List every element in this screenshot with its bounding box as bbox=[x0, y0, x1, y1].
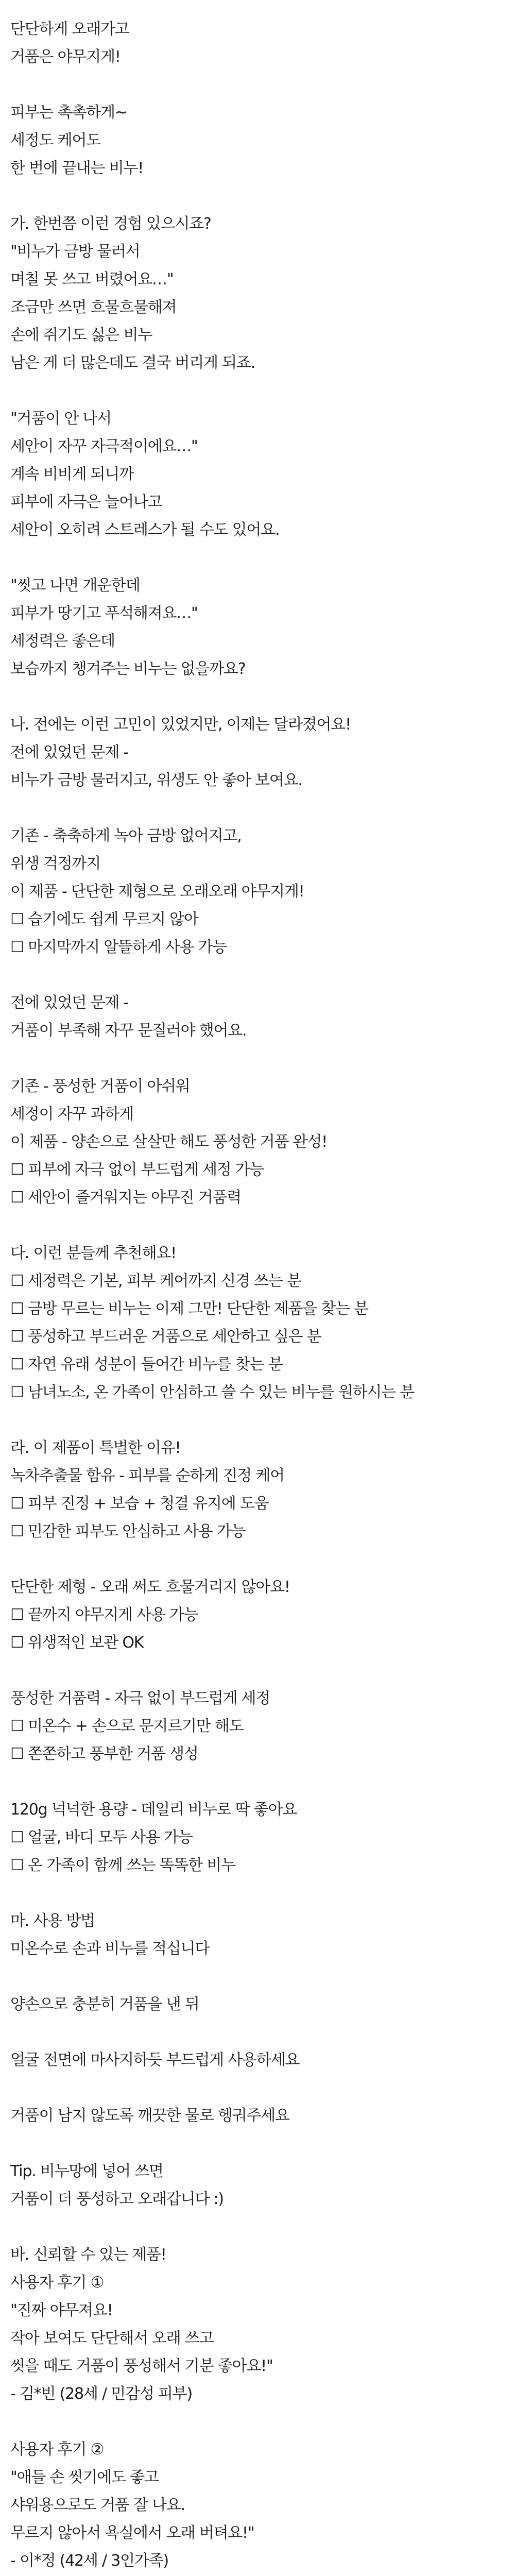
text-line: "애들 손 씻기에도 좋고 bbox=[10, 2468, 159, 2486]
text-line: 세안이 오히려 스트레스가 될 수도 있어요. bbox=[10, 521, 280, 539]
text-line: ☐ 민감한 피부도 안심하고 사용 가능 bbox=[10, 1522, 246, 1540]
text-line: ☐ 자연 유래 성분이 들어간 비누를 찾는 분 bbox=[10, 1355, 283, 1374]
text-line: 전에 있었던 문제 - bbox=[10, 743, 129, 761]
text-block bbox=[10, 1907, 505, 1963]
text-block bbox=[10, 1685, 505, 1768]
text-line: ☐ 얼굴, 바디 모두 사용 가능 bbox=[10, 1828, 193, 1846]
text-block bbox=[10, 2158, 505, 2213]
text-line: ☐ 마지막까지 알뜰하게 사용 가능 bbox=[10, 938, 227, 956]
text-block bbox=[10, 1573, 505, 1657]
text-line: 가. 한번쯤 이런 경험 있으시죠? bbox=[10, 215, 211, 233]
text-line: 사용자 후기 ② bbox=[10, 2441, 104, 2459]
text-line: 단단하게 오래가고 bbox=[10, 20, 129, 38]
text-line: 거품이 남지 않도록 깨끗한 물로 헹궈주세요 bbox=[10, 2107, 289, 2125]
text-line: 세안이 자꾸 자극적이에요…" bbox=[10, 437, 198, 455]
text-line: 나. 전에는 이런 고민이 있었지만, 이제는 달라졌어요! bbox=[10, 716, 351, 734]
text-line: 샤워용으로도 거품 잘 나요. bbox=[10, 2496, 185, 2514]
text-block bbox=[10, 1796, 505, 1879]
text-block bbox=[10, 989, 505, 1045]
text-line: Tip. 비누망에 넣어 쓰면 bbox=[10, 2162, 163, 2180]
text-line: 위생 걱정까지 bbox=[10, 855, 101, 873]
text-line: 얼굴 전면에 마사지하듯 부드럽게 사용하세요 bbox=[10, 2051, 300, 2069]
text-line: 라. 이 제품이 특별한 이유! bbox=[10, 1439, 181, 1457]
text-line: 며칠 못 쓰고 버렸어요…" bbox=[10, 270, 174, 289]
text-block bbox=[10, 822, 505, 961]
text-line: 기존 - 축축하게 녹아 금방 없어지고, bbox=[10, 827, 242, 845]
text-line: 비누가 금방 물러지고, 위생도 안 좋아 보여요. bbox=[10, 771, 302, 789]
text-line: ☐ 미온수 + 손으로 문지르기만 해도 bbox=[10, 1717, 244, 1735]
text-line: ☐ 풍성하고 부드러운 거품으로 세안하고 싶은 분 bbox=[10, 1328, 321, 1346]
text-line: 보습까지 챙겨주는 비누는 없을까요? bbox=[10, 660, 246, 678]
text-line: ☐ 온 가족이 함께 쓰는 똑똑한 비누 bbox=[10, 1856, 235, 1874]
text-line: 풍성한 거품력 - 자극 없이 부드럽게 세정 bbox=[10, 1689, 270, 1707]
text-line: 120g 넉넉한 용량 - 데일리 비누로 딱 좋아요 bbox=[10, 1801, 297, 1819]
text-block bbox=[10, 2102, 505, 2130]
text-block bbox=[10, 2046, 505, 2074]
text-line: 거품은 야무지게! bbox=[10, 48, 121, 66]
text-line: 세정도 케어도 bbox=[10, 131, 101, 149]
text-line: 이 제품 - 단단한 제형으로 오래오래 야무지게! bbox=[10, 883, 304, 901]
text-line: ☐ 금방 무르는 비누는 이제 그만! 단단한 제품을 찾는 분 bbox=[10, 1300, 368, 1318]
text-line: 손에 쥐기도 싫은 비누 bbox=[10, 326, 152, 344]
text-line: 남은 게 더 많은데도 결국 버리게 되죠. bbox=[10, 354, 255, 372]
text-line: 피부가 땅기고 푸석해져요…" bbox=[10, 604, 198, 622]
text-block bbox=[10, 1073, 505, 1212]
text-line: ☐ 습기에도 쉽게 무르지 않아 bbox=[10, 910, 198, 928]
text-line: 양손으로 충분히 거품을 낸 뒤 bbox=[10, 1995, 199, 2013]
text-line: - 이*정 (42세 / 3인가족) bbox=[10, 2552, 169, 2570]
text-line: 피부는 촉촉하게~ bbox=[10, 104, 127, 122]
text-line: 작아 보여도 단단해서 오래 쓰고 bbox=[10, 2329, 214, 2347]
text-line: 조금만 쓰면 흐물흐물해져 bbox=[10, 298, 177, 316]
text-line: ☐ 위생적인 보관 OK bbox=[10, 1634, 144, 1652]
text-block bbox=[10, 210, 505, 377]
text-line: - 김*빈 (28세 / 민감성 피부) bbox=[10, 2385, 193, 2403]
text-line: 계속 비비게 되니까 bbox=[10, 465, 133, 483]
text-line: 기존 - 풍성한 거품이 아쉬워 bbox=[10, 1077, 190, 1095]
text-line: 세정력은 좋은데 bbox=[10, 632, 115, 650]
text-block bbox=[10, 711, 505, 794]
text-line: 미온수로 손과 비누를 적십니다 bbox=[10, 1940, 210, 1958]
text-line: 무르지 않아서 욕실에서 오래 버텨요!" bbox=[10, 2524, 254, 2542]
text-block bbox=[10, 1240, 505, 1406]
text-line: 한 번에 끝내는 비누! bbox=[10, 159, 144, 177]
text-block bbox=[10, 1991, 505, 2019]
text-line: 녹차추출물 함유 - 피부를 순하게 진정 케어 bbox=[10, 1467, 284, 1485]
text-block bbox=[10, 15, 505, 71]
text-line: 바. 신뢰할 수 있는 제품! bbox=[10, 2246, 166, 2264]
text-line: 세정이 자꾸 과하게 bbox=[10, 1105, 133, 1123]
text-line: 거품이 부족해 자꾸 문질러야 했어요. bbox=[10, 1022, 247, 1040]
text-line: 이 제품 - 양손으로 살살만 해도 풍성한 거품 완성! bbox=[10, 1133, 327, 1151]
text-line: ☐ 세안이 즐거워지는 야무진 거품력 bbox=[10, 1189, 241, 1207]
text-line: ☐ 세정력은 기본, 피부 케어까지 신경 쓰는 분 bbox=[10, 1272, 301, 1290]
text-line: "진짜 야무져요! bbox=[10, 2301, 113, 2319]
text-line: ☐ 쫀쫀하고 풍부한 거품 생성 bbox=[10, 1745, 198, 1763]
text-line: 피부에 자극은 늘어나고 bbox=[10, 493, 162, 511]
text-line: ☐ 끝까지 야무지게 사용 가능 bbox=[10, 1606, 198, 1624]
text-line: "비누가 금방 물러서 bbox=[10, 243, 140, 261]
text-line: "거품이 안 나서 bbox=[10, 410, 111, 428]
text-block bbox=[10, 2436, 505, 2575]
text-line: "씻고 나면 개운한데 bbox=[10, 577, 140, 595]
text-line: 씻을 때도 거품이 풍성해서 기분 좋아요!" bbox=[10, 2357, 273, 2375]
text-block bbox=[10, 572, 505, 683]
text-line: 전에 있었던 문제 - bbox=[10, 994, 129, 1012]
text-line: ☐ 피부에 자극 없이 부드럽게 세정 가능 bbox=[10, 1161, 264, 1179]
text-block bbox=[10, 1434, 505, 1546]
text-line: ☐ 피부 진정 + 보습 + 청결 유지에 도움 bbox=[10, 1495, 269, 1513]
text-block bbox=[10, 99, 505, 182]
text-line: ☐ 남녀노소, 온 가족이 안심하고 쓸 수 있는 비누를 원하시는 분 bbox=[10, 1383, 415, 1401]
text-line: 마. 사용 방법 bbox=[10, 1912, 95, 1930]
text-line: 사용자 후기 ① bbox=[10, 2274, 104, 2292]
text-block bbox=[10, 2241, 505, 2408]
text-line: 거품이 더 풍성하고 오래갑니다 :) bbox=[10, 2190, 224, 2208]
text-line: 다. 이런 분들께 추천해요! bbox=[10, 1244, 176, 1262]
text-line: 단단한 제형 - 오래 써도 흐물거리지 않아요! bbox=[10, 1578, 290, 1596]
text-block bbox=[10, 405, 505, 544]
